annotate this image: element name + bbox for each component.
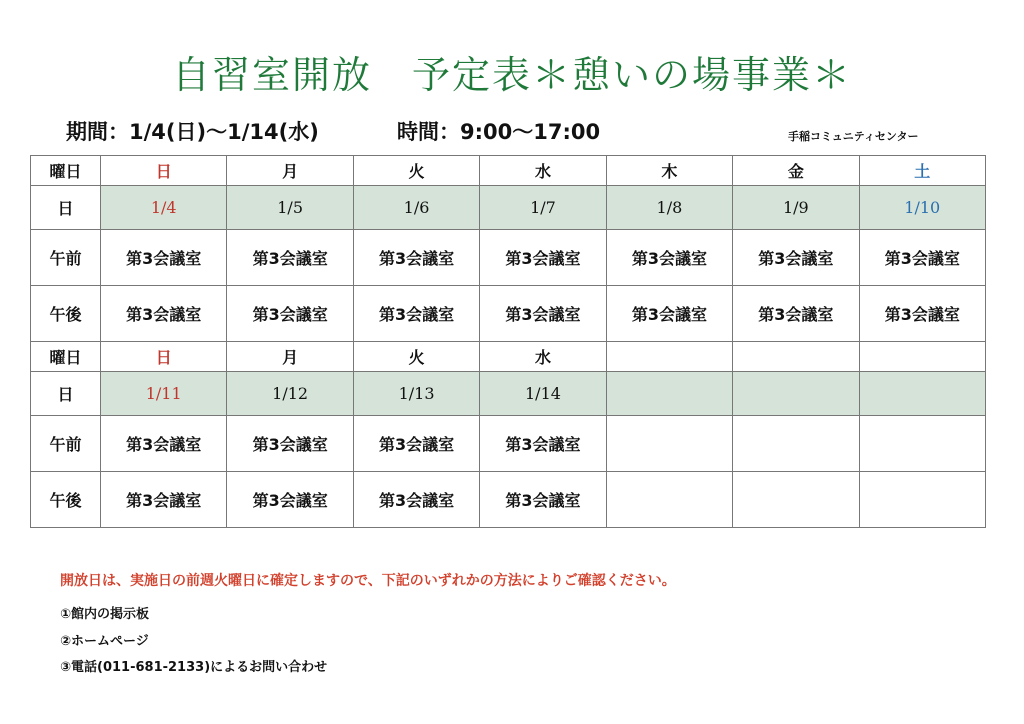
room-cell: 第3会議室: [227, 230, 353, 286]
weekday-cell: [733, 342, 859, 372]
method-item: ③電話(011-681-2133)によるお問い合わせ: [60, 660, 328, 675]
room-cell: 第3会議室: [480, 472, 606, 528]
weekday-cell: 日: [101, 342, 227, 372]
room-cell: [606, 416, 732, 472]
room-cell: 第3会議室: [480, 416, 606, 472]
room-cell: 第3会議室: [606, 286, 732, 342]
method-item: ②ホームページ: [60, 634, 149, 649]
row-label: 曜日: [31, 156, 101, 186]
room-cell: 第3会議室: [480, 230, 606, 286]
room-cell: 第3会議室: [101, 230, 227, 286]
room-cell: [859, 416, 985, 472]
room-cell: [606, 472, 732, 528]
room-cell: [733, 416, 859, 472]
room-cell: 第3会議室: [859, 286, 985, 342]
week2-am-row: [31, 416, 986, 472]
room-cell: 第3会議室: [353, 416, 479, 472]
weekday-cell: 月: [227, 156, 353, 186]
weekday-cell: 日: [101, 156, 227, 186]
date-cell: [733, 372, 859, 416]
date-cell: 1/5: [227, 186, 353, 230]
week1-weekday-row: [31, 156, 986, 186]
room-cell: 第3会議室: [859, 230, 985, 286]
row-label: 午後: [31, 472, 101, 528]
week1-pm-row: [31, 286, 986, 342]
weekday-cell: [606, 342, 732, 372]
week2-weekday-row: [31, 342, 986, 372]
weekday-cell: 月: [227, 342, 353, 372]
page-title: 自習室開放 予定表＊憩いの場事業＊: [171, 53, 852, 97]
room-cell: [859, 472, 985, 528]
weekday-cell: 水: [480, 156, 606, 186]
date-cell: [859, 372, 985, 416]
row-label: 午前: [31, 230, 101, 286]
room-cell: 第3会議室: [101, 472, 227, 528]
room-cell: 第3会議室: [353, 472, 479, 528]
room-cell: 第3会議室: [227, 472, 353, 528]
row-label: 午後: [31, 286, 101, 342]
date-cell: 1/4: [101, 186, 227, 230]
row-label: 日: [31, 186, 101, 230]
room-cell: 第3会議室: [101, 286, 227, 342]
organization-name: 手稲コミュニティセンター: [788, 130, 919, 143]
weekday-cell: [859, 342, 985, 372]
row-label: 午前: [31, 416, 101, 472]
room-cell: 第3会議室: [353, 230, 479, 286]
date-cell: 1/11: [101, 372, 227, 416]
date-cell: 1/8: [606, 186, 732, 230]
week2-pm-row: [31, 472, 986, 528]
date-cell: 1/6: [353, 186, 479, 230]
date-cell: 1/13: [353, 372, 479, 416]
room-cell: 第3会議室: [227, 416, 353, 472]
room-cell: 第3会議室: [227, 286, 353, 342]
week1-date-row: [31, 186, 986, 230]
row-label: 日: [31, 372, 101, 416]
row-label: 曜日: [31, 342, 101, 372]
weekday-cell: 木: [606, 156, 732, 186]
date-cell: 1/14: [480, 372, 606, 416]
date-cell: 1/10: [859, 186, 985, 230]
period-text: 期間：1/4(日)～1/14(水): [66, 120, 319, 144]
date-cell: 1/12: [227, 372, 353, 416]
room-cell: 第3会議室: [733, 286, 859, 342]
date-cell: [606, 372, 732, 416]
room-cell: 第3会議室: [353, 286, 479, 342]
weekday-cell: 火: [353, 342, 479, 372]
date-cell: 1/9: [733, 186, 859, 230]
weekday-cell: 土: [859, 156, 985, 186]
schedule-table: [30, 155, 986, 528]
week2-date-row: [31, 372, 986, 416]
weekday-cell: 金: [733, 156, 859, 186]
week1-am-row: [31, 230, 986, 286]
room-cell: 第3会議室: [101, 416, 227, 472]
time-text: 時間：9:00～17:00: [397, 120, 601, 144]
room-cell: 第3会議室: [733, 230, 859, 286]
date-cell: 1/7: [480, 186, 606, 230]
notice-text: 開放日は、実施日の前週火曜日に確定しますので、下記のいずれかの方法によりご確認ください。: [60, 573, 676, 589]
room-cell: 第3会議室: [480, 286, 606, 342]
method-item: ①館内の掲示板: [60, 607, 150, 622]
weekday-cell: 火: [353, 156, 479, 186]
weekday-cell: 水: [480, 342, 606, 372]
room-cell: 第3会議室: [606, 230, 732, 286]
room-cell: [733, 472, 859, 528]
